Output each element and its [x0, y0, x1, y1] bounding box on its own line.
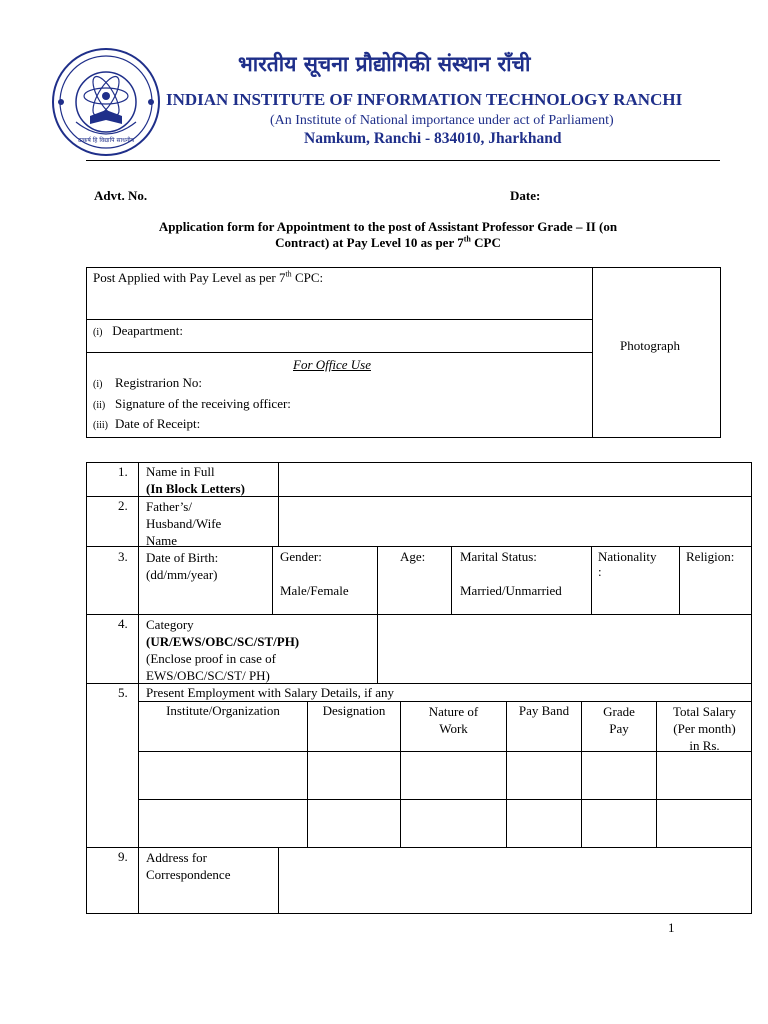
post-applied-label: Post Applied with Pay Level as per 7th CPC:: [93, 269, 324, 285]
row-4-num: 4.: [118, 616, 128, 631]
father-husband-input[interactable]: [280, 498, 750, 544]
row-2-num: 2.: [118, 498, 128, 513]
institute-subtitle: (An Institute of National importance under act of Parliament): [270, 113, 614, 128]
office-item-date: (iii) Date of Receipt:: [93, 416, 201, 431]
employment-label: Present Employment with Salary Details, if any: [146, 685, 395, 700]
employment-row-2[interactable]: [139, 800, 752, 847]
office-item-signature: (ii) Signature of the receiving officer:: [93, 396, 291, 411]
emp-header-institute: Institute/Organization: [166, 703, 280, 718]
religion-label[interactable]: Religion:: [686, 549, 735, 564]
institute-logo: [50, 46, 162, 158]
name-input[interactable]: [280, 464, 750, 494]
emp-header-grade-pay: Grade Pay: [603, 704, 635, 736]
form-title: Application form for Appointment to the post of Assistant Professor Grade – II (on Contract) at Pay Level 10 as per 7th CPC: [158, 219, 618, 250]
marital-status-options[interactable]: Married/Unmarried: [460, 583, 562, 598]
row-5-num: 5.: [118, 685, 128, 700]
row-1-num: 1.: [118, 464, 128, 479]
row-3-num: 3.: [118, 549, 128, 564]
institute-address: Namkum, Ranchi - 834010, Jharkhand: [304, 130, 562, 147]
category-label: Category (UR/EWS/OBC/SC/ST/PH) (Enclose proof in case of EWS/OBC/SC/ST/ PH): [146, 617, 300, 683]
office-item-registration: (i) Registrarion No:: [93, 375, 203, 390]
office-use-label: For Office Use: [293, 357, 371, 372]
category-input[interactable]: [379, 616, 750, 681]
emp-header-total-salary: Total Salary (Per month) in Rs.: [673, 704, 736, 753]
header-divider: [86, 160, 720, 161]
row-9-num: 9.: [118, 849, 128, 864]
department-row[interactable]: (i) Deapartment:: [93, 323, 183, 338]
date-label: Date:: [510, 188, 541, 203]
father-husband-label: Father’s/ Husband/Wife Name: [146, 499, 222, 548]
gender-label[interactable]: Gender:: [280, 549, 322, 564]
dob-label[interactable]: Date of Birth: (dd/mm/year): [146, 550, 219, 582]
address-input[interactable]: [280, 849, 750, 912]
emp-header-designation: Designation: [322, 703, 386, 718]
marital-status-label[interactable]: Marital Status:: [460, 549, 537, 564]
page-number: 1: [668, 920, 675, 935]
institute-name: INDIAN INSTITUTE OF INFORMATION TECHNOLOGY RANCHI: [166, 90, 683, 109]
age-label[interactable]: Age:: [400, 549, 426, 564]
nationality-colon: :: [598, 564, 602, 579]
photograph-label: Photograph: [620, 338, 680, 353]
hindi-title: भारतीय सूचना प्रौद्योगिकी संस्थान राँची: [238, 52, 531, 76]
nationality-label[interactable]: Nationality: [598, 549, 657, 564]
logo-motto: उत्कर्ष हि विद्यापि साधनीय: [77, 137, 135, 144]
address-label: Address for Correspondence: [146, 850, 231, 882]
name-block-letters: (In Block Letters): [146, 481, 245, 496]
gender-options[interactable]: Male/Female: [280, 583, 349, 598]
emp-header-nature: Nature of Work: [428, 704, 479, 736]
emp-header-payband: Pay Band: [518, 703, 570, 718]
name-label: Name in Full: [146, 464, 215, 479]
employment-row-1[interactable]: [139, 752, 752, 799]
advt-label: Advt. No.: [94, 188, 148, 203]
